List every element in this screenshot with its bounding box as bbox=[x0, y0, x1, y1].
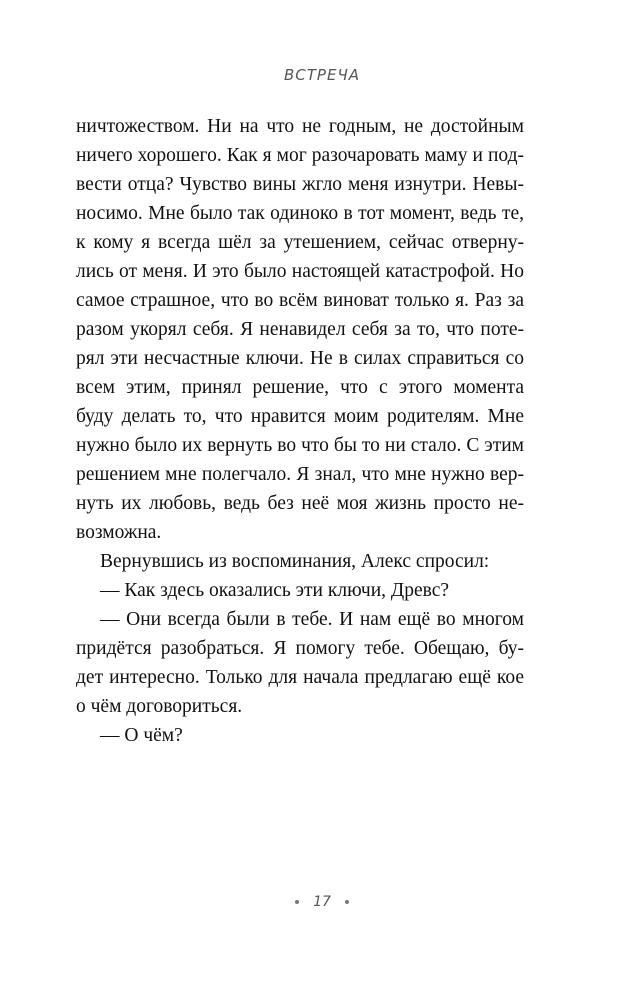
right-dot-ornament bbox=[345, 900, 349, 904]
text-line: нуть их любовь, ведь без неё моя жизнь просто не- bbox=[76, 493, 524, 514]
text-line: возможна. bbox=[76, 522, 162, 543]
text-line: решением мне полегчало. Я знал, что мне нужно вер- bbox=[76, 464, 524, 485]
body-text bbox=[76, 112, 524, 750]
text-line: носимо. Мне было так одиноко в тот момент, ведь те, bbox=[76, 203, 524, 224]
text-line: ничтожеством. Ни на что не годным, не достойным bbox=[76, 116, 524, 137]
text-line: разом укорял себя. Я ненавидел себя за то, что поте- bbox=[76, 319, 524, 340]
text-line: всем этим, принял решение, что с этого момента bbox=[76, 377, 524, 398]
running-head: ВСТРЕЧА bbox=[284, 66, 360, 84]
text-line: придётся разобраться. Я помогу тебе. Обещаю, бу- bbox=[76, 638, 524, 659]
text-line: — Они всегда были в тебе. И нам ещё во многом bbox=[100, 609, 524, 630]
text-line: нужно было их вернуть во что бы то ни стало. С этим bbox=[76, 435, 524, 456]
page-number: 17 bbox=[313, 894, 331, 910]
text-line: буду делать то, что нравится моим родителям. Мне bbox=[76, 406, 524, 427]
text-line: вести отца? Чувство вины жгло меня изнутри. Невы- bbox=[76, 174, 524, 195]
text-line: самое страшное, что во всём виноват только я. Раз за bbox=[76, 290, 524, 311]
text-line: — О чём? bbox=[100, 725, 183, 746]
text-line: дет интересно. Только для начала предлагаю ещё кое bbox=[76, 667, 524, 688]
text-line: — Как здесь оказались эти ключи, Древс? bbox=[100, 580, 450, 601]
page-number-footer bbox=[0, 894, 644, 910]
text-line: лись от меня. И это было настоящей катастрофой. Но bbox=[76, 261, 524, 282]
text-line: Вернувшись из воспоминания, Алекс спросил: bbox=[100, 551, 490, 572]
left-dot-ornament bbox=[295, 900, 299, 904]
text-line: рял эти несчастные ключи. Не в силах справиться со bbox=[76, 348, 524, 369]
text-line: ничего хорошего. Как я мог разочаровать маму и под- bbox=[76, 145, 524, 166]
text-line: о чём договориться. bbox=[76, 696, 243, 717]
text-line: к кому я всегда шёл за утешением, сейчас отверну- bbox=[76, 232, 524, 253]
